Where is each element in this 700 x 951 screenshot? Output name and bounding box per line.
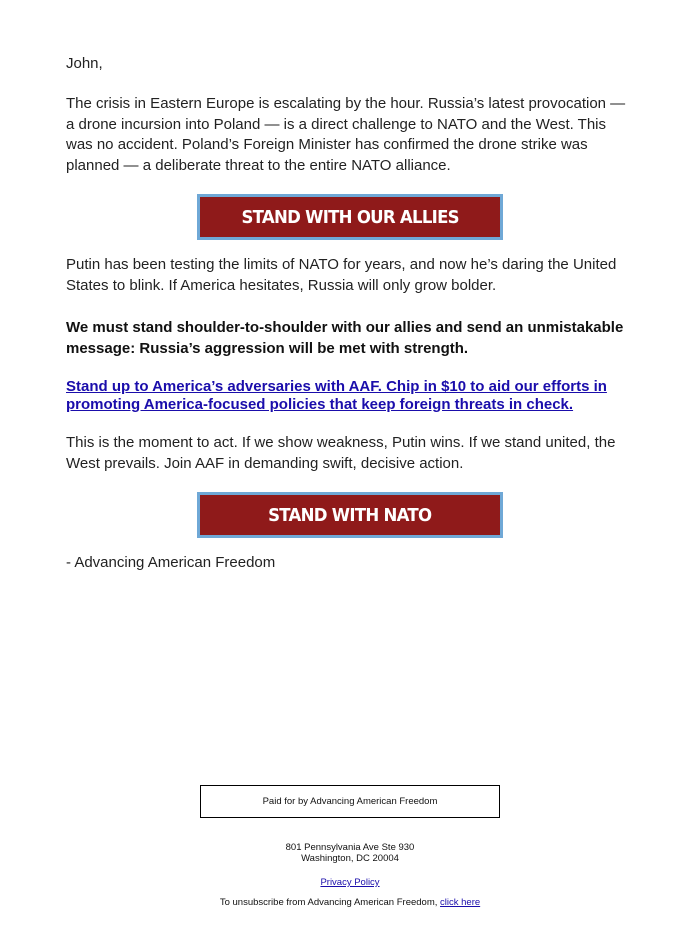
cta-label: STAND WITH OUR ALLIES xyxy=(241,206,459,228)
unsubscribe-text: To unsubscribe from Advancing American Freedom, xyxy=(219,897,441,908)
mailing-address xyxy=(0,842,700,864)
address-line-2: Washington, DC 20004 xyxy=(301,853,399,864)
paid-for-disclaimer xyxy=(200,785,500,818)
stand-with-nato-button[interactable] xyxy=(197,492,503,538)
cta-label: STAND WITH NATO xyxy=(268,504,432,526)
privacy-policy-link[interactable]: Privacy Policy xyxy=(320,877,380,888)
unsubscribe-link[interactable]: click here xyxy=(440,897,481,908)
putin-paragraph: Putin has been testing the limits of NATO for years, and now he’s daring the United States to blink. If America hesitates, Russia will only grow bolder. xyxy=(66,256,617,294)
unsubscribe-row xyxy=(0,897,700,908)
donate-paragraph xyxy=(66,378,636,413)
address-line-1: 801 Pennsylvania Ave Ste 930 xyxy=(285,842,415,853)
privacy-policy-row xyxy=(0,877,700,888)
paid-for-text: Paid for by Advancing American Freedom xyxy=(262,796,438,807)
donate-link[interactable]: Stand up to America’s adversaries with AAF. Chip in $10 to aid our efforts in promoting America-focused policies that keep foreign threats in check. xyxy=(66,378,607,413)
call-to-action-paragraph: This is the moment to act. If we show weakness, Putin wins. If we stand united, the West prevails. Join AAF in demanding swift, decisive action. xyxy=(66,434,616,472)
signoff: - Advancing American Freedom xyxy=(66,554,276,571)
intro-paragraph: The crisis in Eastern Europe is escalating by the hour. Russia’s latest provocation — a drone incursion into Poland — is a direct challenge to NATO and the West. This was no accident. Poland’s Foreign Minister has confirmed the drone strike was planned — a deliberate threat to the entire NATO alliance. xyxy=(66,95,626,175)
greeting: John, xyxy=(66,55,103,72)
stand-with-our-allies-button[interactable] xyxy=(197,194,503,240)
bold-statement: We must stand shoulder-to-shoulder with our allies and send an unmistakable message: Russia’s aggression will be met with strength. xyxy=(66,319,624,357)
